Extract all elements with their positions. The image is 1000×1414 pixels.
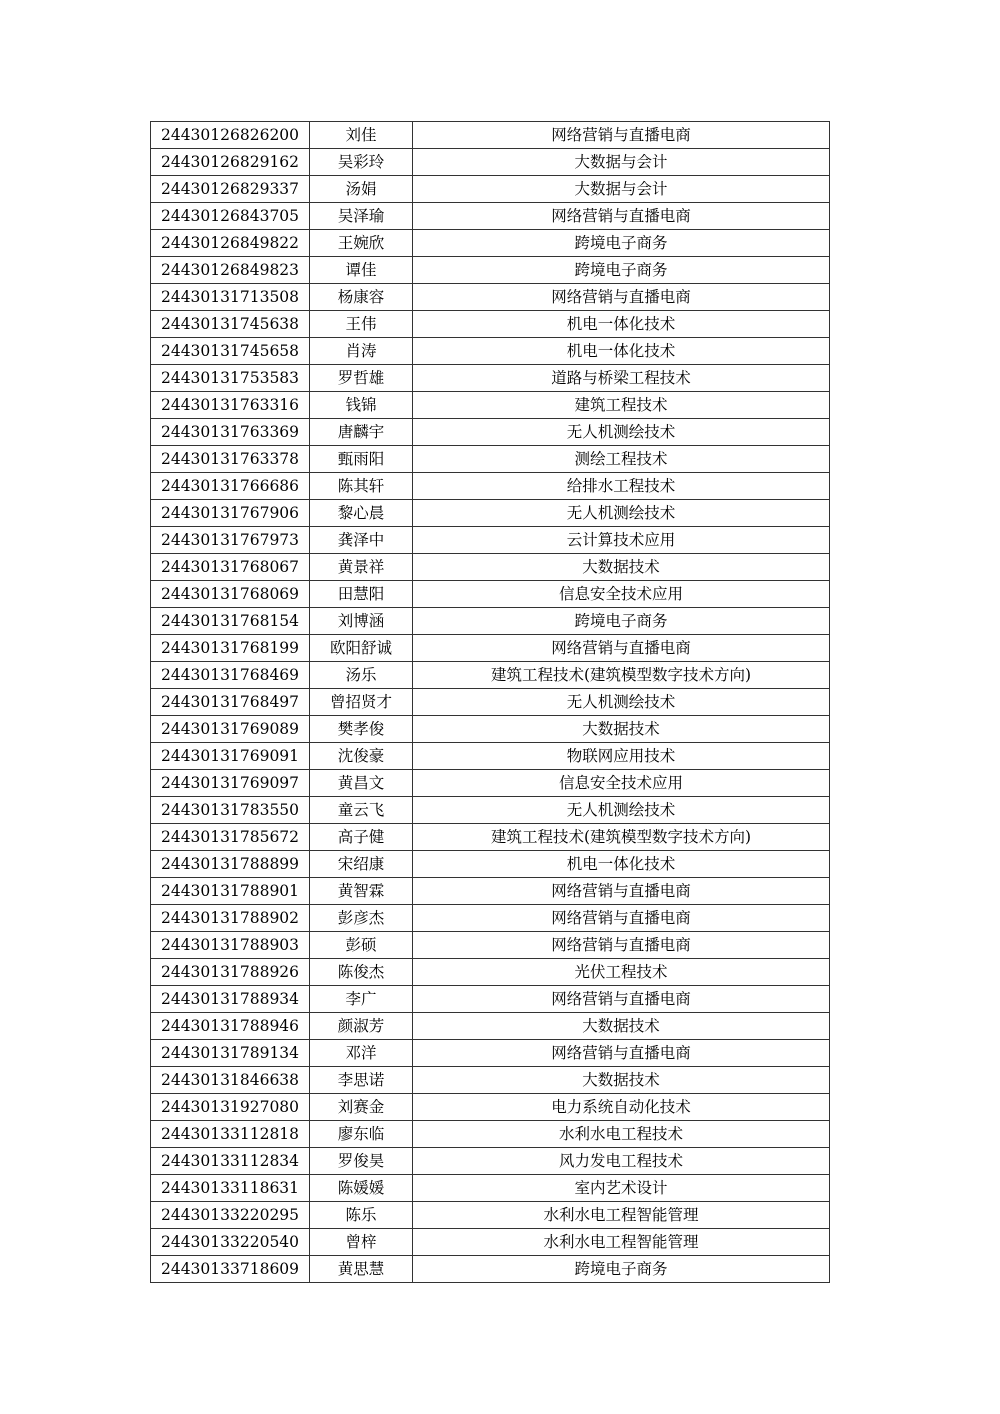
exam-number-cell: 24430126829337 [151,176,310,203]
exam-number-cell: 24430131783550 [151,797,310,824]
table-row [151,959,830,986]
major-cell: 网络营销与直播电商 [413,284,830,311]
exam-number-cell: 24430131768067 [151,554,310,581]
major-cell: 大数据技术 [413,554,830,581]
major-cell: 机电一体化技术 [413,311,830,338]
student-name-cell: 廖东临 [310,1121,413,1148]
major-cell: 道路与桥梁工程技术 [413,365,830,392]
student-name-cell: 颜淑芳 [310,1013,413,1040]
table-row [151,284,830,311]
table-row [151,230,830,257]
table-row [151,365,830,392]
exam-number-cell: 24430131789134 [151,1040,310,1067]
table-row [151,203,830,230]
table-row [151,338,830,365]
major-cell: 网络营销与直播电商 [413,986,830,1013]
student-name-cell: 黄思慧 [310,1256,413,1283]
table-row [151,635,830,662]
student-name-cell: 罗哲雄 [310,365,413,392]
table-row [151,851,830,878]
table-row [151,743,830,770]
exam-number-cell: 24430131766686 [151,473,310,500]
table-row [151,905,830,932]
student-name-cell: 高子健 [310,824,413,851]
exam-number-cell: 24430131788934 [151,986,310,1013]
major-cell: 物联网应用技术 [413,743,830,770]
major-cell: 网络营销与直播电商 [413,203,830,230]
table-row [151,770,830,797]
student-name-cell: 龚泽中 [310,527,413,554]
exam-number-cell: 24430131753583 [151,365,310,392]
exam-number-cell: 24430131769097 [151,770,310,797]
table-row [151,662,830,689]
student-name-cell: 曾招贤才 [310,689,413,716]
student-name-cell: 刘赛金 [310,1094,413,1121]
table-row [151,581,830,608]
table-row [151,1256,830,1283]
exam-number-cell: 24430131768154 [151,608,310,635]
table-row [151,122,830,149]
major-cell: 信息安全技术应用 [413,770,830,797]
table-row [151,392,830,419]
table-row [151,1202,830,1229]
table-row [151,500,830,527]
table-row [151,1121,830,1148]
student-name-cell: 钱锦 [310,392,413,419]
student-name-cell: 陈其轩 [310,473,413,500]
table-row [151,878,830,905]
exam-number-cell: 24430131768469 [151,662,310,689]
exam-number-cell: 24430131745638 [151,311,310,338]
exam-number-cell: 24430133112818 [151,1121,310,1148]
table-row [151,473,830,500]
exam-number-cell: 24430131713508 [151,284,310,311]
student-name-cell: 谭佳 [310,257,413,284]
table-row [151,986,830,1013]
table-row [151,608,830,635]
exam-number-cell: 24430131785672 [151,824,310,851]
table-row [151,1148,830,1175]
major-cell: 水利水电工程智能管理 [413,1202,830,1229]
table-row [151,257,830,284]
major-cell: 机电一体化技术 [413,338,830,365]
table-row [151,527,830,554]
table-row [151,716,830,743]
major-cell: 无人机测绘技术 [413,797,830,824]
student-name-cell: 陈媛媛 [310,1175,413,1202]
exam-number-cell: 24430133220540 [151,1229,310,1256]
student-name-cell: 甄雨阳 [310,446,413,473]
exam-number-cell: 24430131846638 [151,1067,310,1094]
student-name-cell: 童云飞 [310,797,413,824]
exam-number-cell: 24430133718609 [151,1256,310,1283]
exam-number-cell: 24430131745658 [151,338,310,365]
major-cell: 风力发电工程技术 [413,1148,830,1175]
student-name-cell: 罗俊昊 [310,1148,413,1175]
table-row [151,1040,830,1067]
student-name-cell: 樊孝俊 [310,716,413,743]
student-name-cell: 陈乐 [310,1202,413,1229]
exam-number-cell: 24430131788902 [151,905,310,932]
student-name-cell: 刘佳 [310,122,413,149]
student-name-cell: 汤娟 [310,176,413,203]
exam-number-cell: 24430133220295 [151,1202,310,1229]
student-name-cell: 沈俊豪 [310,743,413,770]
table-row [151,419,830,446]
table-row [151,1229,830,1256]
student-name-cell: 吴彩玲 [310,149,413,176]
major-cell: 无人机测绘技术 [413,500,830,527]
major-cell: 大数据技术 [413,1067,830,1094]
major-cell: 大数据与会计 [413,176,830,203]
student-name-cell: 黄景祥 [310,554,413,581]
exam-number-cell: 24430133112834 [151,1148,310,1175]
major-cell: 电力系统自动化技术 [413,1094,830,1121]
exam-number-cell: 24430126849822 [151,230,310,257]
major-cell: 水利水电工程技术 [413,1121,830,1148]
exam-number-cell: 24430126829162 [151,149,310,176]
major-cell: 水利水电工程智能管理 [413,1229,830,1256]
major-cell: 跨境电子商务 [413,608,830,635]
exam-number-cell: 24430131927080 [151,1094,310,1121]
major-cell: 大数据与会计 [413,149,830,176]
exam-number-cell: 24430131767973 [151,527,310,554]
student-name-cell: 黄智霖 [310,878,413,905]
student-name-cell: 刘博涵 [310,608,413,635]
major-cell: 大数据技术 [413,716,830,743]
major-cell: 跨境电子商务 [413,257,830,284]
roster-body [151,122,830,1283]
student-name-cell: 汤乐 [310,662,413,689]
exam-number-cell: 24430131788901 [151,878,310,905]
major-cell: 网络营销与直播电商 [413,905,830,932]
exam-number-cell: 24430133118631 [151,1175,310,1202]
table-row [151,824,830,851]
major-cell: 机电一体化技术 [413,851,830,878]
major-cell: 网络营销与直播电商 [413,878,830,905]
major-cell: 网络营销与直播电商 [413,932,830,959]
student-name-cell: 唐麟宇 [310,419,413,446]
student-name-cell: 黄昌文 [310,770,413,797]
table-row [151,1067,830,1094]
exam-number-cell: 24430131768069 [151,581,310,608]
major-cell: 跨境电子商务 [413,1256,830,1283]
student-name-cell: 陈俊杰 [310,959,413,986]
exam-number-cell: 24430131767906 [151,500,310,527]
student-name-cell: 王伟 [310,311,413,338]
major-cell: 测绘工程技术 [413,446,830,473]
major-cell: 光伏工程技术 [413,959,830,986]
major-cell: 建筑工程技术(建筑模型数字技术方向) [413,662,830,689]
exam-number-cell: 24430131788903 [151,932,310,959]
major-cell: 云计算技术应用 [413,527,830,554]
exam-number-cell: 24430131763316 [151,392,310,419]
exam-number-cell: 24430131788899 [151,851,310,878]
exam-number-cell: 24430131769089 [151,716,310,743]
table-row [151,689,830,716]
student-name-cell: 王婉欣 [310,230,413,257]
student-name-cell: 邓洋 [310,1040,413,1067]
exam-number-cell: 24430131769091 [151,743,310,770]
major-cell: 建筑工程技术 [413,392,830,419]
table-row [151,311,830,338]
student-name-cell: 杨康容 [310,284,413,311]
major-cell: 信息安全技术应用 [413,581,830,608]
exam-number-cell: 24430126849823 [151,257,310,284]
major-cell: 室内艺术设计 [413,1175,830,1202]
exam-number-cell: 24430131788946 [151,1013,310,1040]
table-row [151,1094,830,1121]
major-cell: 建筑工程技术(建筑模型数字技术方向) [413,824,830,851]
major-cell: 网络营销与直播电商 [413,1040,830,1067]
table-row [151,932,830,959]
exam-number-cell: 24430131768199 [151,635,310,662]
table-row [151,1175,830,1202]
major-cell: 无人机测绘技术 [413,419,830,446]
student-roster-table [150,121,830,1283]
student-name-cell: 曾梓 [310,1229,413,1256]
student-name-cell: 田慧阳 [310,581,413,608]
student-name-cell: 吴泽瑜 [310,203,413,230]
table-row [151,176,830,203]
student-name-cell: 彭硕 [310,932,413,959]
exam-number-cell: 24430126843705 [151,203,310,230]
major-cell: 给排水工程技术 [413,473,830,500]
exam-number-cell: 24430131788926 [151,959,310,986]
major-cell: 无人机测绘技术 [413,689,830,716]
table-row [151,1013,830,1040]
student-name-cell: 彭彦杰 [310,905,413,932]
student-name-cell: 宋绍康 [310,851,413,878]
major-cell: 大数据技术 [413,1013,830,1040]
student-name-cell: 李广 [310,986,413,1013]
exam-number-cell: 24430131763378 [151,446,310,473]
exam-number-cell: 24430131768497 [151,689,310,716]
table-row [151,446,830,473]
major-cell: 网络营销与直播电商 [413,122,830,149]
exam-number-cell: 24430126826200 [151,122,310,149]
table-row [151,797,830,824]
student-name-cell: 黎心晨 [310,500,413,527]
student-name-cell: 欧阳舒诚 [310,635,413,662]
student-name-cell: 肖涛 [310,338,413,365]
student-name-cell: 李思诺 [310,1067,413,1094]
major-cell: 跨境电子商务 [413,230,830,257]
exam-number-cell: 24430131763369 [151,419,310,446]
major-cell: 网络营销与直播电商 [413,635,830,662]
table-row [151,554,830,581]
table-row [151,149,830,176]
